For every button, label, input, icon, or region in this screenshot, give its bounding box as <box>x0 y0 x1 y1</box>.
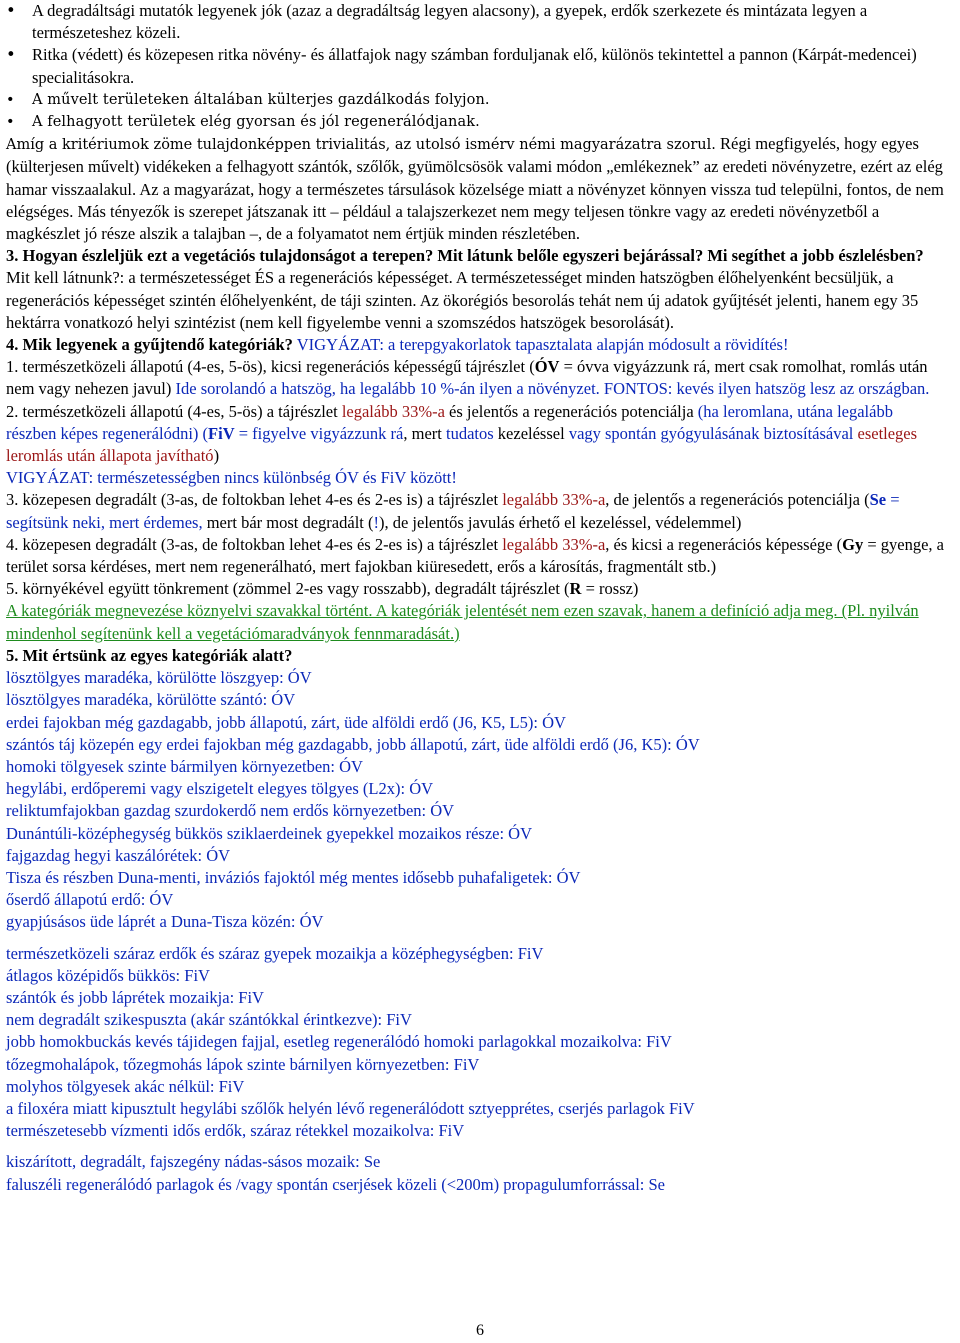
category-4-code: Gy <box>842 534 864 554</box>
category-4 <box>6 534 946 578</box>
category-naming-note: A kategóriák megnevezése köznyelvi szavakkal történt. A kategóriák jelentését nem ezen szavak, hanem a definíció adja meg. (Pl. nyilván mindenhol segítenünk kell a vegetációmaradványok fennmaradását.) <box>6 601 919 643</box>
list-item: reliktumfajokban gazdag szurdokerdő nem erdős környezetben: ÓV <box>6 801 455 821</box>
category-5-code: R <box>569 579 582 599</box>
category-1-code: ÓV <box>534 357 560 377</box>
category-4-text: 4. közepesen degradált (3-as, de foltokban lehet 4-es és 2-es is) a tájrészlet <box>6 534 503 554</box>
list-item: jobb homokbuckás kevés tájidegen fajjal, esetleg regenerálódó homoki parlagokkal mozaikolva: FiV <box>6 1032 672 1052</box>
list-item: természetesebb vízmenti idős erdők, száraz rétekkel mozaikolva: FiV <box>6 1121 465 1141</box>
category-1 <box>6 356 946 400</box>
section-4-heading: 4. Mik legyenek a gyűjtendő kategóriák? <box>6 335 293 355</box>
ov-examples-list <box>6 667 946 933</box>
category-1-note: Ide sorolandó a hatszög, ha legalább 10 %-án ilyen a növényzet. FONTOS: kevés ilyen hatszög lesz az országban. <box>175 379 930 399</box>
list-item: homoki tölgyesek szinte bármilyen környezetben: ÓV <box>6 756 363 776</box>
section-5-heading: 5. Mit értsünk az egyes kategóriák alatt? <box>6 645 293 665</box>
category-5-definition: = rossz) <box>581 579 639 599</box>
section-4-warning: VIGYÁZAT: a terepgyakorlatok tapasztalata alapján módosult a rövidítés! <box>292 335 789 355</box>
category-2-text-d: kezeléssel <box>493 423 569 443</box>
category-2-threshold: legalább 33%-a <box>341 401 445 421</box>
category-4-threshold: legalább 33%-a <box>502 534 606 554</box>
criteria-bullet-1: • A degradáltsági mutatók legyenek jók (azaz a degradáltság legyen alacsony), a gyepek, erdők szerkezete és mintázata legyen a természeteshez közeli. <box>6 0 946 44</box>
category-3-text-b: , de jelentős a regenerációs potenciálja ( <box>605 490 870 510</box>
category-2-text-b: és jelentős a regenerációs potenciálja <box>444 401 698 421</box>
category-3-exclamation: ! <box>373 512 379 532</box>
list-item: molyhos tölgyesek akác nélkül: FiV <box>6 1076 245 1096</box>
list-item: faluszéli regenerálódó parlagok és /vagy spontán cserjések közeli (<200m) propagulumforrással: Se <box>6 1174 666 1194</box>
list-item: szántók és jobb láprétek mozaikja: FiV <box>6 987 264 1007</box>
explanation-paragraph <box>6 133 946 245</box>
category-3-definition: = segítsünk neki, mert érdemes, <box>6 490 900 532</box>
category-3-text-c: mert bár most degradált ( <box>202 512 374 532</box>
section-3-heading: 3. Hogyan észleljük ezt a vegetációs tulajdonságot a terepen? Mit látunk belőle egyszeri bejárással? Mi segíthet a jobb észlelésben? <box>6 246 924 266</box>
category-1-text: 1. természetközeli állapotú (4-es, 5-ös), kicsi regenerációs képességű tájrészlet ( <box>6 357 535 377</box>
explanation-body: Régi megfigyelés, hogy egyes (külterjesen művelt) vidékeken a felhagyott szántók, szőlők, gyümölcsösök valami módon „emlékeznek” az eredeti növényzetre, ezért az elég hamar visszaalakul. Az a magyarázat, hogy a természetes társulások közelsége miatt a növényzet könnyen vissza tud települni, fontos, de nem elégséges. Más tényezők is szerepet játszanak itt – például a talajszerkezet nem megy teljesen tönkre vagy az eredeti növényzetből a magkészlet jó része alszik a talajban –, de a folyamatot nem értjük minden részletében. <box>6 134 944 244</box>
list-item: szántós táj közepén egy erdei fajokban még gazdagabb, jobb állapotú, zárt, üde alföldi erdő (J6, K5): ÓV <box>6 734 700 754</box>
category-3-text-d: ), de jelentős javulás érhető el kezeléssel, védelemmel) <box>378 512 742 532</box>
category-3-text: 3. közepesen degradált (3-as, de foltokban lehet 4-es és 2-es is) a tájrészlet <box>6 490 503 510</box>
list-item: természetközeli száraz erdők és száraz gyepek mozaikja a középhegységben: FiV <box>6 943 544 963</box>
list-item: nem degradált szikespuszta (akár szántókkal érintkezve): FiV <box>6 1010 412 1030</box>
category-2-note: (ha leromlana, utána legalább részben képes regenerálódni) ( <box>6 401 893 443</box>
category-2-code: FiV <box>208 423 235 443</box>
criteria-bullet-3: • A művelt területeken általában külterjes gazdálkodás folyjon. <box>6 89 946 111</box>
fiv-examples-list <box>6 943 946 1143</box>
list-spacer <box>6 1142 946 1151</box>
category-2 <box>6 401 946 490</box>
category-2-spontaneous: vagy spontán gyógyulásának biztosításával <box>568 423 854 443</box>
list-item: lösztölgyes maradéka, körülötte löszgyep: ÓV <box>6 668 312 688</box>
category-2-text-c: , mert <box>403 423 446 443</box>
category-5-text: 5. környékével együtt tönkrement (zömmel 2-es vagy rosszabb), degradált tájrészlet ( <box>6 579 570 599</box>
category-2-tudatos: tudatos <box>446 423 494 443</box>
criteria-bullet-2: • Ritka (védett) és közepesen ritka növény- és állatfajok nagy számban forduljanak elő, különös tekintettel a pannon (Kárpát-medencei) specialitásokra. <box>6 44 946 88</box>
list-item: őserdő állapotú erdő: ÓV <box>6 890 174 910</box>
category-3 <box>6 489 946 533</box>
document-page <box>6 0 946 1196</box>
list-item: tőzegmohalápok, tőzegmohás lápok szinte bárnilyen környezetben: FiV <box>6 1054 480 1074</box>
category-2-close: ) <box>213 446 220 466</box>
se-examples-list <box>6 1151 946 1195</box>
category-4-definition: = gyenge, a terület sorsa kérdéses, mert nem regenerálható, mert fajokban kiüresedett, erős a károsítás, fragmentált stb.) <box>6 534 944 577</box>
list-item: gyapjúsásos üde láprét a Duna-Tisza közén: ÓV <box>6 912 324 932</box>
category-2-definition: = figyelve vigyázzunk rá <box>234 423 404 443</box>
category-4-text-b: , és kicsi a regenerációs képessége ( <box>605 534 843 554</box>
category-3-threshold: legalább 33%-a <box>502 490 606 510</box>
list-spacer <box>6 934 946 943</box>
section-3-paragraph: Mit kell látnunk?: a természetességet ÉS a regenerációs képességet. A természetességet minden hatszögben élőhelyenként becsüljük, a regenerációs képességet szintén élőhelyenként, de táji szinten. Az ökorégiós besorolás tehát nem új adatok gyűjtését jelenti, hanem egy 35 hektárra vonatkozó helyi szintézist (nem kell figyelembe venni a szomszédos hatszögek besorolását). <box>6 268 919 332</box>
list-item: hegylábi, erdőperemi vagy elszigetelt elegyes tölgyes (L2x): ÓV <box>6 779 434 799</box>
section-4-heading-line <box>6 334 946 356</box>
list-item: a filoxéra miatt kipusztult hegylábi szőlők helyén lévő regenerálódott sztyepprétes, cserjés parlagok FiV <box>6 1098 695 1118</box>
category-5 <box>6 578 946 600</box>
list-item: Dunántúli-középhegység bükkös sziklaerdeinek gyepekkel mozaikos része: ÓV <box>6 823 533 843</box>
category-3-code: Se <box>869 490 887 510</box>
category-2-text: 2. természetközeli állapotú (4-es, 5-ös) a tájrészlet <box>6 401 342 421</box>
list-item: fajgazdag hegyi kaszálórétek: ÓV <box>6 845 231 865</box>
category-2-warning: VIGYÁZAT: természetességben nincs különbség ÓV és FiV között! <box>6 468 457 488</box>
criteria-bullet-list <box>6 0 946 133</box>
category-2-repairable: esetleges leromlás után állapota javítható <box>6 423 918 466</box>
category-1-definition: = óvva vigyázzunk rá, mert csak romolhat, romlás után nem vagy nehezen javul) <box>6 357 928 399</box>
list-item: erdei fajokban még gazdagabb, jobb állapotú, zárt, üde alföldi erdő (J6, K5, L5): ÓV <box>6 712 566 732</box>
list-item: kiszárított, degradált, fajszegény nádas-sásos mozaik: Se <box>6 1152 381 1172</box>
criteria-bullet-4: • A felhagyott területek elég gyorsan és jól regenerálódjanak. <box>6 111 946 133</box>
list-item: átlagos középidős bükkös: FiV <box>6 965 210 985</box>
page-number: 6 <box>476 1322 484 1339</box>
list-item: lösztölgyes maradéka, körülötte szántó: ÓV <box>6 690 296 710</box>
list-item: Tisza és részben Duna-menti, inváziós fajoktól még mentes idősebb puhafaligetek: ÓV <box>6 867 581 887</box>
explanation-intro: Amíg a kritériumok zöme tulajdonképpen trivialitás, az utolsó ismérv némi magyarázatra szorul. <box>6 137 716 154</box>
